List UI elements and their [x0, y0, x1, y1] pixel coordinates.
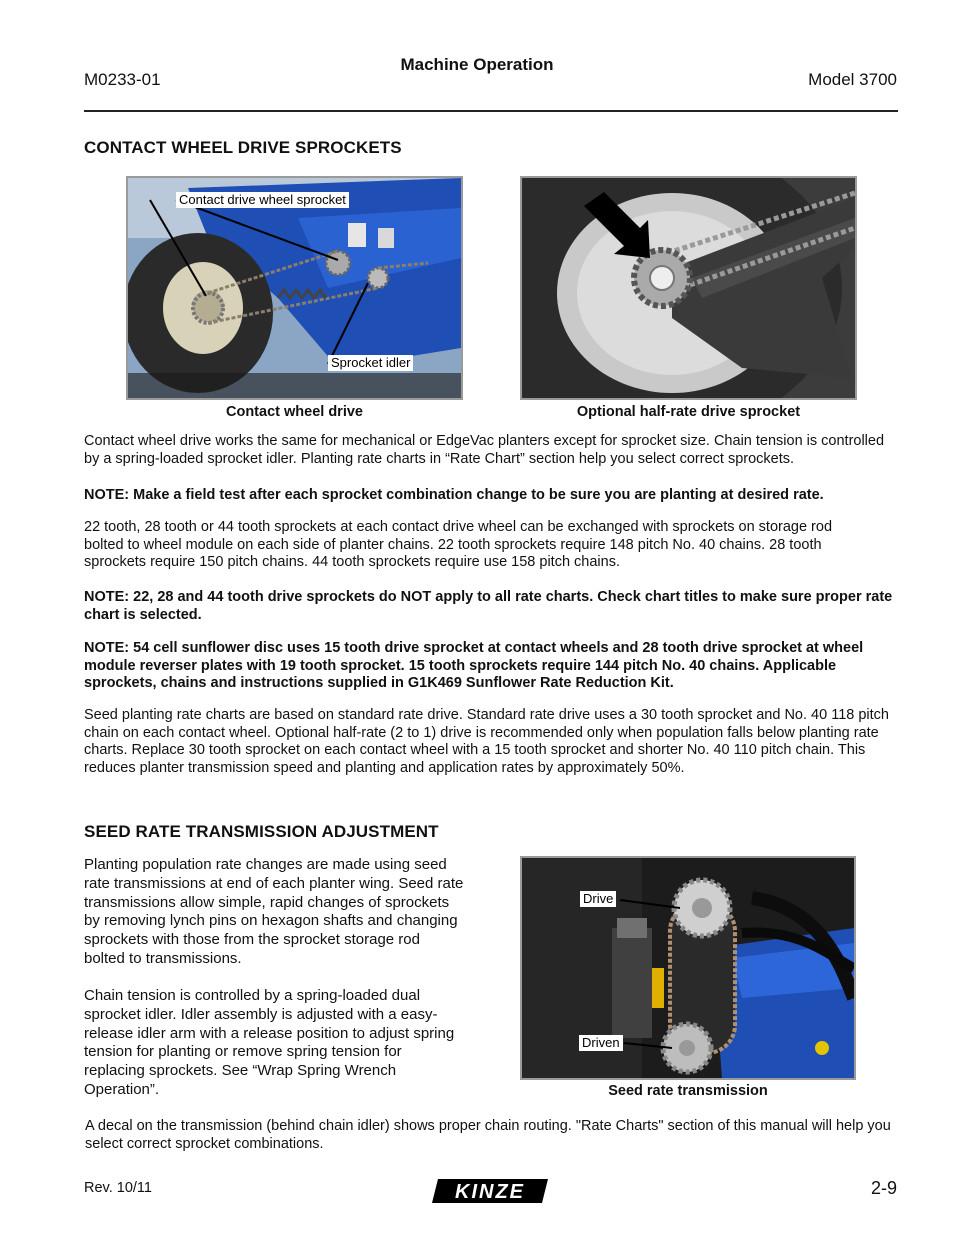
paragraph-contact-wheel-intro: Contact wheel drive works the same for mechanical or EdgeVac planters except for sprocket size. Chain tension is controlled by a spring-loaded sprocket idler. Planting rate charts in “Rate Chart” section help you select correct sprockets. — [84, 433, 885, 467]
paragraph-seed-rate-transmissions: Planting population rate changes are made using seed rate transmissions at end of each planter wing. Seed rate transmissions allow simple, rapid changes of sprockets by removing lynch pins on hexagon shafts and changing sprockets with those from the sprocket storage rod bolted to transmissions. — [84, 856, 464, 967]
section-title-contact-wheel: CONTACT WHEEL DRIVE SPROCKETS — [84, 138, 402, 157]
section-heading: Machine Operation — [400, 55, 554, 74]
header-rule — [84, 110, 898, 112]
svg-text:KINZE: KINZE — [455, 1181, 525, 1203]
callout-contact-drive-wheel-sprocket: Contact drive wheel sprocket — [176, 192, 349, 208]
callout-sprocket-idler: Sprocket idler — [328, 355, 413, 371]
page-number: 2-9 — [870, 1178, 897, 1198]
callout-driven: Driven — [579, 1035, 623, 1051]
kinze-logo — [430, 1176, 550, 1211]
paragraph-dual-sprocket-idler: Chain tension is controlled by a spring-loaded dual sprocket idler. Idler assembly is adjusted with a easy-release idler arm with a release position to adjust spring tension for planting or remove spring tension for replacing sprockets. See “Wrap Spring Wrench Operation”. — [84, 987, 455, 1098]
model-name: Model 3700 — [808, 70, 897, 89]
note-sunflower-disc: NOTE: 54 cell sunflower disc uses 15 tooth drive sprocket at contact wheels and 28 tooth drive sprocket at wheel module reverser plates with 19 tooth sprocket. 15 tooth sprockets require 144 pitch No. 40 chains. Applicable sprockets, chains and instructions supplied in G1K469 Sunflower Rate Reduction Kit. — [84, 640, 864, 691]
photo-half-rate-sprocket — [520, 176, 857, 400]
caption-contact-wheel-drive: Contact wheel drive — [226, 404, 363, 420]
paragraph-standard-rate-drive: Seed planting rate charts are based on standard rate drive. Standard rate drive uses a 30 tooth sprocket and No. 40 118 pitch chain on each contact wheel. Optional half-rate (2 to 1) drive is recommended only when population falls below planting rate charts. Replace 30 tooth sprocket on each contact wheel with a 15 tooth sprocket and shorter No. 40 110 pitch chain. This reduces planter transmission speed and planting and application rates by approximately 50%. — [84, 707, 889, 776]
note-field-test: NOTE: Make a field test after each sprocket combination change to be sure you are planting at desired rate. — [84, 487, 824, 503]
caption-half-rate-sprocket: Optional half-rate drive sprocket — [576, 404, 801, 420]
paragraph-sprocket-chain-sizes: 22 tooth, 28 tooth or 44 tooth sprockets at each contact drive wheel can be exchanged with sprockets on storage rod bolted to wheel module on each side of planter chains. 22 tooth sprockets require 148 pitch No. 40 chains. 28 tooth sprockets require 150 pitch chains. 44 tooth sprockets require use 158 pitch chains. — [84, 519, 833, 570]
caption-seed-rate-transmission: Seed rate transmission — [608, 1083, 768, 1099]
section-title-seed-rate: SEED RATE TRANSMISSION ADJUSTMENT — [84, 822, 439, 841]
callout-drive: Drive — [580, 891, 616, 907]
note-rate-charts: NOTE: 22, 28 and 44 tooth drive sprockets do NOT apply to all rate charts. Check chart titles to make sure proper rate chart is selected. — [84, 589, 893, 623]
revision-date: Rev. 10/11 — [84, 1180, 152, 1196]
photo-seed-rate-transmission — [520, 856, 856, 1080]
document-number: M0233-01 — [84, 70, 161, 89]
photo-contact-wheel-drive — [126, 176, 463, 400]
paragraph-decal-chain-routing: A decal on the transmission (behind chain idler) shows proper chain routing. "Rate Charts" section of this manual will help you select correct sprocket combinations. — [85, 1118, 891, 1152]
